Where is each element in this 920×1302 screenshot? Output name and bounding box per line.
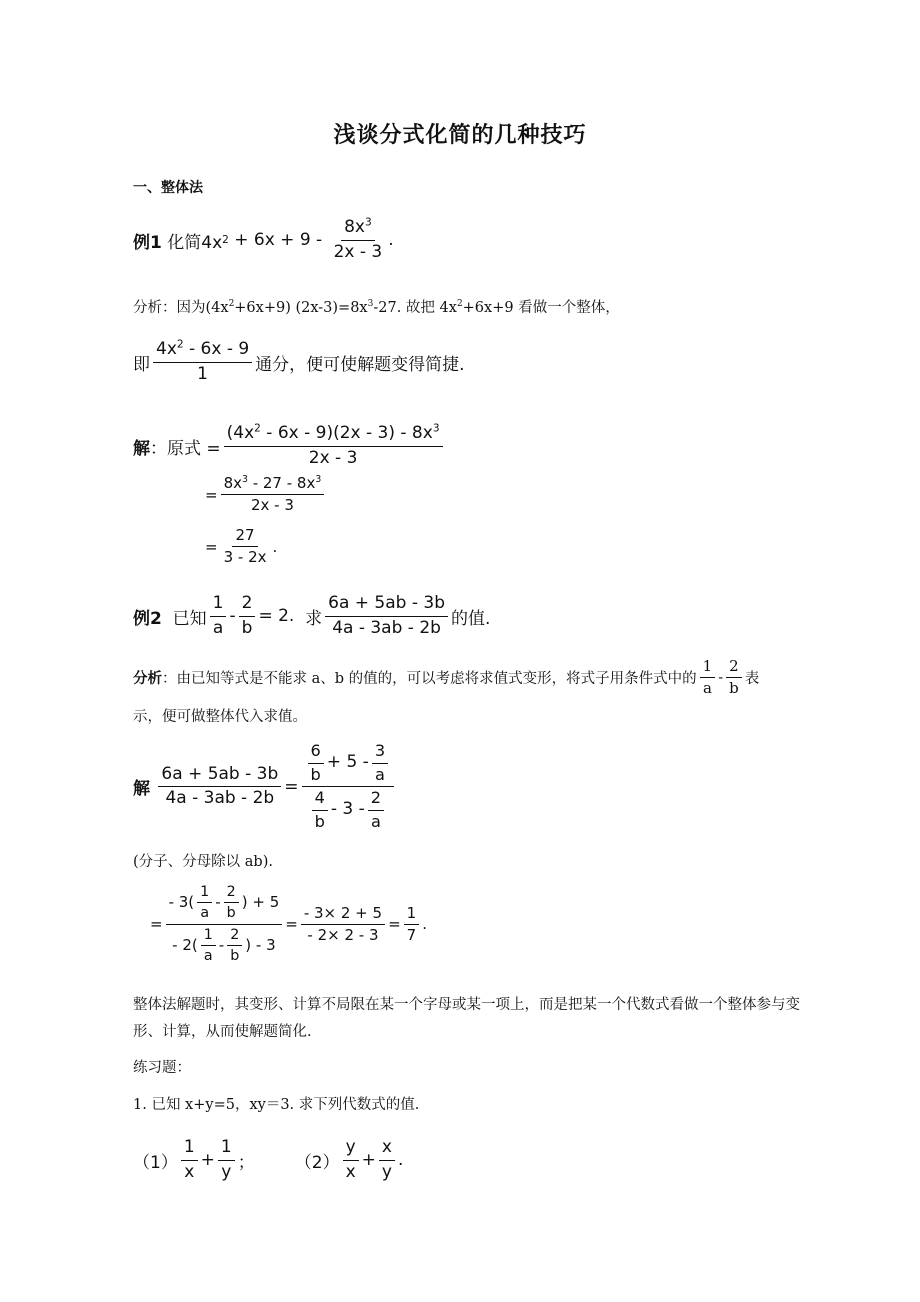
analysis-1 bbox=[133, 296, 620, 317]
solution-2-note: (分子、分母除以 ab). bbox=[133, 854, 273, 870]
exponent: 3 bbox=[432, 422, 440, 435]
fraction-numerator: 2 bbox=[368, 789, 384, 811]
fraction-denominator: b bbox=[226, 905, 236, 922]
solution-1-step-1 bbox=[133, 424, 446, 468]
fraction-numerator-rest: - 6x - 9)(2x - 3) - 8x bbox=[260, 423, 433, 443]
analysis-1-text-c: -27. 故把 4x bbox=[373, 300, 457, 316]
exponent: 2 bbox=[228, 299, 235, 310]
example-2-known: 已知 bbox=[172, 608, 207, 629]
analysis-1-text-b: +6x+9) (2x-3)=8x bbox=[234, 300, 368, 316]
fraction-2-over-b bbox=[239, 594, 256, 638]
solution-2-result bbox=[404, 905, 420, 945]
analysis-2-text-1: ：由已知等式是不能求 a、b 的值的，可以考虑将求值式变形，将式子用条件式中的 bbox=[162, 671, 697, 688]
fraction-denominator: 4a - 3ab - 2b bbox=[332, 617, 441, 638]
fraction-2-over-b bbox=[224, 884, 239, 922]
part-2-label: （2） bbox=[294, 1152, 340, 1173]
equals-sign: = bbox=[150, 915, 163, 934]
equals-sign: = bbox=[388, 915, 401, 934]
fraction-numerator: 2 bbox=[224, 884, 239, 903]
exponent: 2 bbox=[176, 338, 184, 351]
section-heading-1: 一、整体法 bbox=[133, 180, 203, 196]
fraction-numerator: 1 bbox=[201, 927, 216, 946]
fraction-4-over-b bbox=[312, 789, 328, 831]
plus-sign: + bbox=[200, 1150, 215, 1171]
denominator-prefix: - 2( bbox=[172, 936, 198, 954]
fraction-numerator: 2 bbox=[227, 927, 242, 946]
practice-parts bbox=[133, 1138, 403, 1182]
solution-2-step-1 bbox=[133, 742, 397, 831]
analysis-1-text-d: +6x+9 看做一个整体， bbox=[462, 300, 620, 316]
equals-sign: = bbox=[205, 537, 218, 556]
fraction-3-over-a bbox=[372, 742, 388, 784]
fraction-1-over-a bbox=[201, 927, 216, 965]
solution-1-fraction-2 bbox=[221, 475, 325, 515]
analysis-2-label: 分析 bbox=[133, 671, 162, 688]
example-2-fraction bbox=[325, 594, 448, 638]
fraction-1-over-a bbox=[197, 884, 212, 922]
fraction-1-over-y bbox=[218, 1138, 235, 1182]
equals-sign: = bbox=[284, 776, 299, 797]
exponent: 3 bbox=[315, 474, 322, 485]
fraction-numerator: 2 bbox=[726, 658, 742, 678]
fraction-denominator: 2x - 3 bbox=[333, 241, 383, 262]
fraction-numerator: 1 bbox=[404, 905, 420, 925]
example-1: 例1 化简4x 2 + 6x + 9 - $\frac{8x^3}{2x - 3}$ . bbox=[133, 216, 394, 262]
fraction-numerator: 4 bbox=[312, 789, 328, 811]
page-title: 浅谈分式化简的几种技巧 bbox=[333, 123, 587, 148]
fraction-numerator: 3 bbox=[372, 742, 388, 764]
fraction-denominator: a bbox=[375, 764, 385, 784]
example-2-qiu: 求 bbox=[305, 608, 323, 629]
fraction-numerator: 2 bbox=[239, 594, 256, 617]
period: . bbox=[422, 915, 427, 934]
fraction-numerator-rest: - 27 - 8x bbox=[247, 474, 316, 492]
fraction-denominator: 3 - 2x bbox=[223, 548, 267, 567]
solution-1-fraction-1 bbox=[224, 424, 443, 468]
period: . bbox=[397, 1150, 404, 1171]
yuanshi-label: ：原式 = bbox=[150, 438, 221, 459]
fraction-numerator-rest: - 6x - 9 bbox=[183, 339, 250, 359]
solution-2-complex-fraction bbox=[302, 742, 395, 831]
exponent: 2 bbox=[254, 422, 261, 435]
fraction-denominator: b bbox=[314, 811, 325, 831]
fraction-2-over-b bbox=[227, 927, 242, 965]
fraction-denominator: a bbox=[702, 679, 712, 698]
fraction-x-over-y bbox=[379, 1138, 395, 1182]
fraction-denominator: 7 bbox=[406, 925, 417, 944]
solution-1-label: 解 bbox=[133, 438, 150, 459]
analysis-2-biao: 表 bbox=[744, 671, 760, 688]
fraction-numerator: 1 bbox=[218, 1138, 235, 1161]
fraction-numerator: 1 bbox=[197, 884, 212, 903]
fraction-numerator: (4x bbox=[226, 423, 255, 443]
fraction-denominator: a bbox=[200, 905, 210, 922]
plus-five-minus: + 5 - bbox=[326, 752, 369, 773]
minus-sign: - bbox=[215, 893, 221, 912]
solution-2-step-2 bbox=[150, 884, 427, 965]
tongfen-ji: 即 bbox=[133, 354, 150, 375]
denominator-suffix: ) - 3 bbox=[245, 936, 276, 954]
fraction-1-over-a bbox=[700, 658, 716, 698]
analysis-1-text-a: 分析：因为(4x bbox=[133, 300, 229, 316]
numerator-prefix: - 3( bbox=[168, 893, 195, 912]
fraction-numerator: 1 bbox=[210, 594, 227, 617]
minus-sign: - bbox=[229, 606, 236, 627]
example-1-prefix: 化简4x bbox=[167, 232, 223, 253]
fraction-numerator: 27 bbox=[232, 527, 257, 547]
fraction-1-over-a bbox=[210, 594, 227, 638]
minus-three-minus: - 3 - bbox=[330, 799, 365, 820]
part-1-label: （1） bbox=[133, 1152, 178, 1173]
semicolon: ； bbox=[237, 1152, 255, 1173]
example-2-value: 的值. bbox=[451, 608, 491, 629]
fraction-denominator: b bbox=[241, 617, 253, 638]
example-1-label: 例1 bbox=[133, 232, 162, 253]
fraction-denominator: a bbox=[212, 617, 224, 638]
fraction-numerator: 1 bbox=[700, 658, 716, 678]
fraction-denominator: a bbox=[203, 948, 213, 965]
fraction-y-over-x bbox=[343, 1138, 359, 1182]
solution-1-step-2 bbox=[205, 475, 327, 515]
solution-2-fraction-middle bbox=[301, 905, 385, 945]
solution-2-fraction-left bbox=[166, 884, 283, 965]
solution-2-fraction bbox=[158, 765, 281, 809]
period: . bbox=[272, 537, 278, 556]
solution-1-fraction-3 bbox=[221, 527, 270, 567]
exponent: 2 bbox=[456, 299, 463, 310]
fraction-1-over-x bbox=[181, 1138, 198, 1182]
exponent: 3 bbox=[365, 216, 372, 229]
example-1-mid: + 6x + 9 - bbox=[228, 230, 328, 251]
fraction-numerator: 4x bbox=[156, 339, 177, 359]
fraction-numerator: 8x bbox=[223, 474, 242, 492]
analysis-2-line-2: 示，便可做整体代入求值。 bbox=[133, 709, 307, 725]
fraction-denominator: a bbox=[370, 811, 381, 831]
period: . bbox=[388, 230, 394, 251]
fraction-denominator: b bbox=[230, 948, 240, 965]
exponent: 3 bbox=[242, 474, 248, 485]
tongfen-line bbox=[133, 340, 465, 384]
fraction-denominator: b bbox=[310, 764, 321, 784]
tongfen-fraction bbox=[153, 340, 252, 384]
minus-sign: - bbox=[718, 669, 724, 686]
summary-paragraph: 整体法解题时，其变形、计算不局限在某一个字母或某一项上，而是把某一个代数式看做一个整体参与变形、计算，从而使解题简化. bbox=[133, 997, 800, 1040]
fraction-numerator: x bbox=[379, 1138, 395, 1161]
equals-sign: = bbox=[205, 485, 218, 504]
fraction-denominator: x bbox=[345, 1161, 356, 1182]
fraction-denominator: y bbox=[381, 1161, 392, 1182]
numerator-suffix: ) + 5 bbox=[241, 893, 280, 912]
fraction-denominator: b bbox=[729, 679, 739, 698]
equals-two: = 2. bbox=[258, 606, 295, 627]
fraction-denominator: 2x - 3 bbox=[308, 447, 358, 468]
fraction-numerator: y bbox=[343, 1138, 359, 1161]
fraction-denominator: x bbox=[184, 1161, 195, 1182]
fraction-2-over-b bbox=[726, 658, 742, 698]
fraction-numerator: 8x bbox=[344, 217, 365, 237]
plus-sign: + bbox=[361, 1150, 376, 1171]
fraction-denominator: y bbox=[221, 1161, 232, 1182]
fraction-denominator: - 2× 2 - 3 bbox=[307, 925, 379, 944]
example-2 bbox=[133, 594, 490, 638]
exponent: 3 bbox=[367, 299, 374, 310]
fraction-denominator: 4a - 3ab - 2b bbox=[165, 788, 275, 809]
solution-1-step-3 bbox=[205, 527, 277, 567]
fraction-numerator: - 3× 2 + 5 bbox=[301, 905, 385, 925]
fraction-numerator: 6 bbox=[308, 742, 324, 764]
practice-label: 练习题： bbox=[133, 1060, 191, 1076]
tongfen-text: 通分，便可使解题变得简捷. bbox=[255, 354, 465, 375]
example-2-label: 例2 bbox=[133, 608, 162, 629]
minus-sign: - bbox=[218, 936, 225, 954]
fraction-numerator: 6a + 5ab - 3b bbox=[158, 765, 281, 788]
fraction-6-over-b bbox=[308, 742, 324, 784]
analysis-2-line-1 bbox=[133, 658, 759, 698]
equals-sign: = bbox=[285, 915, 298, 934]
fraction-numerator: 6a + 5ab - 3b bbox=[325, 594, 448, 617]
practice-question-1: 1. 已知 x+y=5，xy＝3. 求下列代数式的值. bbox=[133, 1097, 420, 1113]
fraction-numerator: 1 bbox=[181, 1138, 198, 1161]
fraction-denominator: 2x - 3 bbox=[250, 496, 294, 515]
solution-2-label: 解 bbox=[133, 779, 150, 800]
example-1-fraction bbox=[331, 218, 386, 262]
fraction-denominator: 1 bbox=[197, 363, 208, 384]
fraction-2-over-a bbox=[368, 789, 384, 831]
